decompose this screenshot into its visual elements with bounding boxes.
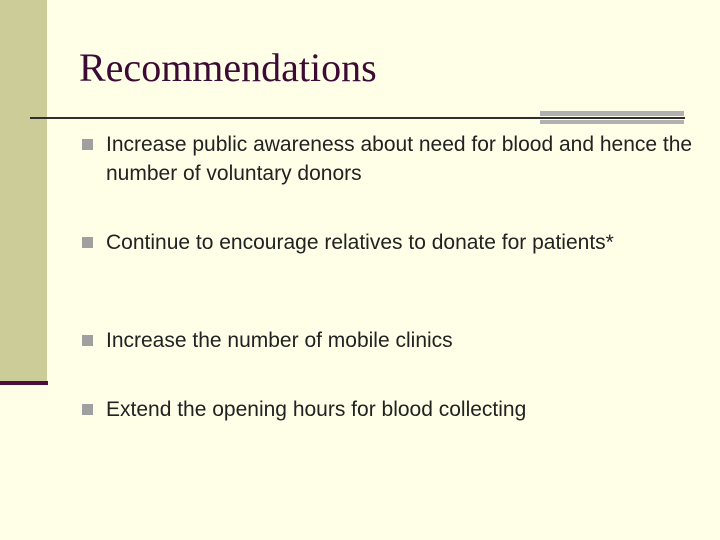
bullet-item	[82, 130, 697, 188]
title-rule-accent-bottom	[540, 120, 684, 124]
left-band-accent-bar	[0, 381, 48, 385]
bullet-text: Increase public awareness about need for blood and hence the number of voluntary donors	[106, 133, 693, 185]
square-bullet-icon	[82, 237, 93, 248]
title-divider	[30, 117, 685, 119]
title-rule-accent-top	[540, 111, 684, 116]
square-bullet-icon	[82, 404, 93, 415]
bullet-text: Increase the number of mobile clinics	[106, 329, 453, 352]
left-decorative-band	[0, 0, 47, 382]
bullet-item	[82, 228, 697, 257]
bullet-item	[82, 395, 697, 424]
bullet-text: Extend the opening hours for blood collecting	[106, 398, 527, 421]
slide-title: Recommendations	[79, 45, 377, 90]
square-bullet-icon	[82, 335, 93, 346]
bullet-item	[82, 326, 697, 355]
bullet-text: Continue to encourage relatives to donate for patients*	[106, 231, 614, 254]
square-bullet-icon	[82, 139, 93, 150]
